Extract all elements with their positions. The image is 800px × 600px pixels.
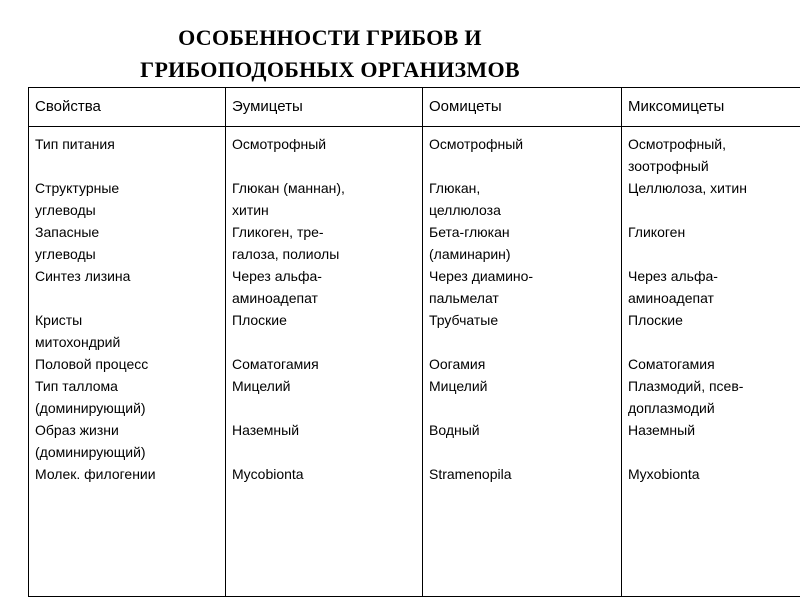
list-item — [232, 177, 416, 221]
cell-line: Трубчатые — [429, 312, 499, 328]
list-item — [628, 353, 800, 375]
list-item — [35, 265, 219, 287]
list-item — [429, 309, 615, 331]
cell-line: Mycobionta — [232, 466, 304, 482]
cell-line: углеводы — [35, 246, 96, 262]
cell-line: Через альфа- — [628, 268, 718, 284]
cell-line: Глюкан, — [429, 180, 481, 196]
list-item — [628, 265, 800, 309]
cell-line: (доминирующий) — [35, 444, 146, 460]
list-item — [232, 463, 416, 485]
list-item — [35, 177, 219, 221]
list-item — [429, 419, 615, 441]
cell-line: Структурные — [35, 180, 120, 196]
list-item — [429, 177, 615, 221]
cell-line: Водный — [429, 422, 480, 438]
table-body-row — [29, 127, 800, 597]
list-item — [628, 463, 800, 485]
list-item — [232, 419, 416, 441]
cell-line: митохондрий — [35, 334, 121, 350]
cell-line: Мицелий — [429, 378, 488, 394]
comparison-table — [28, 87, 800, 597]
cell-line: Наземный — [628, 422, 696, 438]
cell-line: целлюлоза — [429, 202, 501, 218]
cell-line: хитин — [232, 202, 269, 218]
list-item — [232, 375, 416, 397]
cell-line: Гликоген — [628, 224, 686, 240]
cell-line: Плоские — [628, 312, 683, 328]
cell-line: Плоские — [232, 312, 287, 328]
header-properties: Свойства — [29, 88, 226, 127]
cell-line: Плазмодий, псев- — [628, 378, 744, 394]
list-item — [628, 221, 800, 243]
cell-line: Осмотрофный — [429, 136, 524, 152]
list-item — [628, 177, 800, 199]
cell-line: Соматогамия — [232, 356, 319, 372]
list-item — [232, 221, 416, 265]
title-line-2: ГРИБОПОДОБНЫХ ОРГАНИЗМОВ — [140, 57, 520, 82]
cell-line: Тип таллома — [35, 378, 118, 394]
header-oomycetes: Оомицеты — [423, 88, 622, 127]
cell-line: Целлюлоза, хитин — [628, 180, 747, 196]
cell-line: Тип питания — [35, 136, 115, 152]
list-item — [35, 419, 219, 463]
list-item — [35, 353, 219, 375]
cell-line: Половой процесс — [35, 356, 149, 372]
column-myxomycetes — [622, 127, 800, 597]
list-item — [35, 133, 219, 155]
column-eumycetes — [226, 127, 423, 597]
cell-line: аминоадепат — [628, 290, 714, 306]
cell-line: зоотрофный — [628, 158, 709, 174]
cell-line: аминоадепат — [232, 290, 318, 306]
cell-line: Образ жизни — [35, 422, 119, 438]
list-item — [35, 309, 219, 353]
cell-line: Кристы — [35, 312, 83, 328]
list-item — [628, 375, 800, 419]
list-item — [429, 265, 615, 309]
cell-line: доплазмодий — [628, 400, 715, 416]
cell-line: Stramenopila — [429, 466, 512, 482]
cell-line: (ламинарин) — [429, 246, 511, 262]
title-line-1: ОСОБЕННОСТИ ГРИБОВ И — [178, 25, 482, 50]
cell-line: Соматогамия — [628, 356, 715, 372]
column-properties — [29, 127, 226, 597]
table-header-row — [29, 88, 800, 127]
cell-line: Myxobionta — [628, 466, 700, 482]
cell-line: пальмелат — [429, 290, 499, 306]
list-item — [232, 265, 416, 309]
cell-line: (доминирующий) — [35, 400, 146, 416]
list-item — [628, 419, 800, 441]
cell-line: Наземный — [232, 422, 300, 438]
cell-line: углеводы — [35, 202, 96, 218]
cell-line: Оогамия — [429, 356, 486, 372]
list-item — [35, 221, 219, 265]
cell-line: Мицелий — [232, 378, 291, 394]
cell-line: Гликоген, тре- — [232, 224, 324, 240]
list-item — [628, 133, 800, 177]
cell-line: Молек. филогении — [35, 466, 156, 482]
cell-line: Через альфа- — [232, 268, 322, 284]
header-eumycetes: Эумицеты — [226, 88, 423, 127]
header-myxomycetes: Миксомицеты — [622, 88, 800, 127]
cell-line: галоза, полиолы — [232, 246, 340, 262]
list-item — [429, 463, 615, 485]
cell-line: Глюкан (маннан), — [232, 180, 345, 196]
cell-line: Осмотрофный, — [628, 136, 726, 152]
column-oomycetes — [423, 127, 622, 597]
cell-line: Через диамино- — [429, 268, 534, 284]
list-item — [429, 221, 615, 265]
cell-line: Запасные — [35, 224, 100, 240]
list-item — [232, 353, 416, 375]
list-item — [429, 375, 615, 397]
cell-line: Бета-глюкан — [429, 224, 510, 240]
list-item — [35, 463, 219, 485]
cell-line: Осмотрофный — [232, 136, 327, 152]
list-item — [35, 375, 219, 419]
page-title — [70, 22, 590, 86]
cell-line: Синтез лизина — [35, 268, 131, 284]
list-item — [232, 133, 416, 155]
list-item — [429, 353, 615, 375]
list-item — [429, 133, 615, 155]
list-item — [232, 309, 416, 331]
list-item — [628, 309, 800, 331]
